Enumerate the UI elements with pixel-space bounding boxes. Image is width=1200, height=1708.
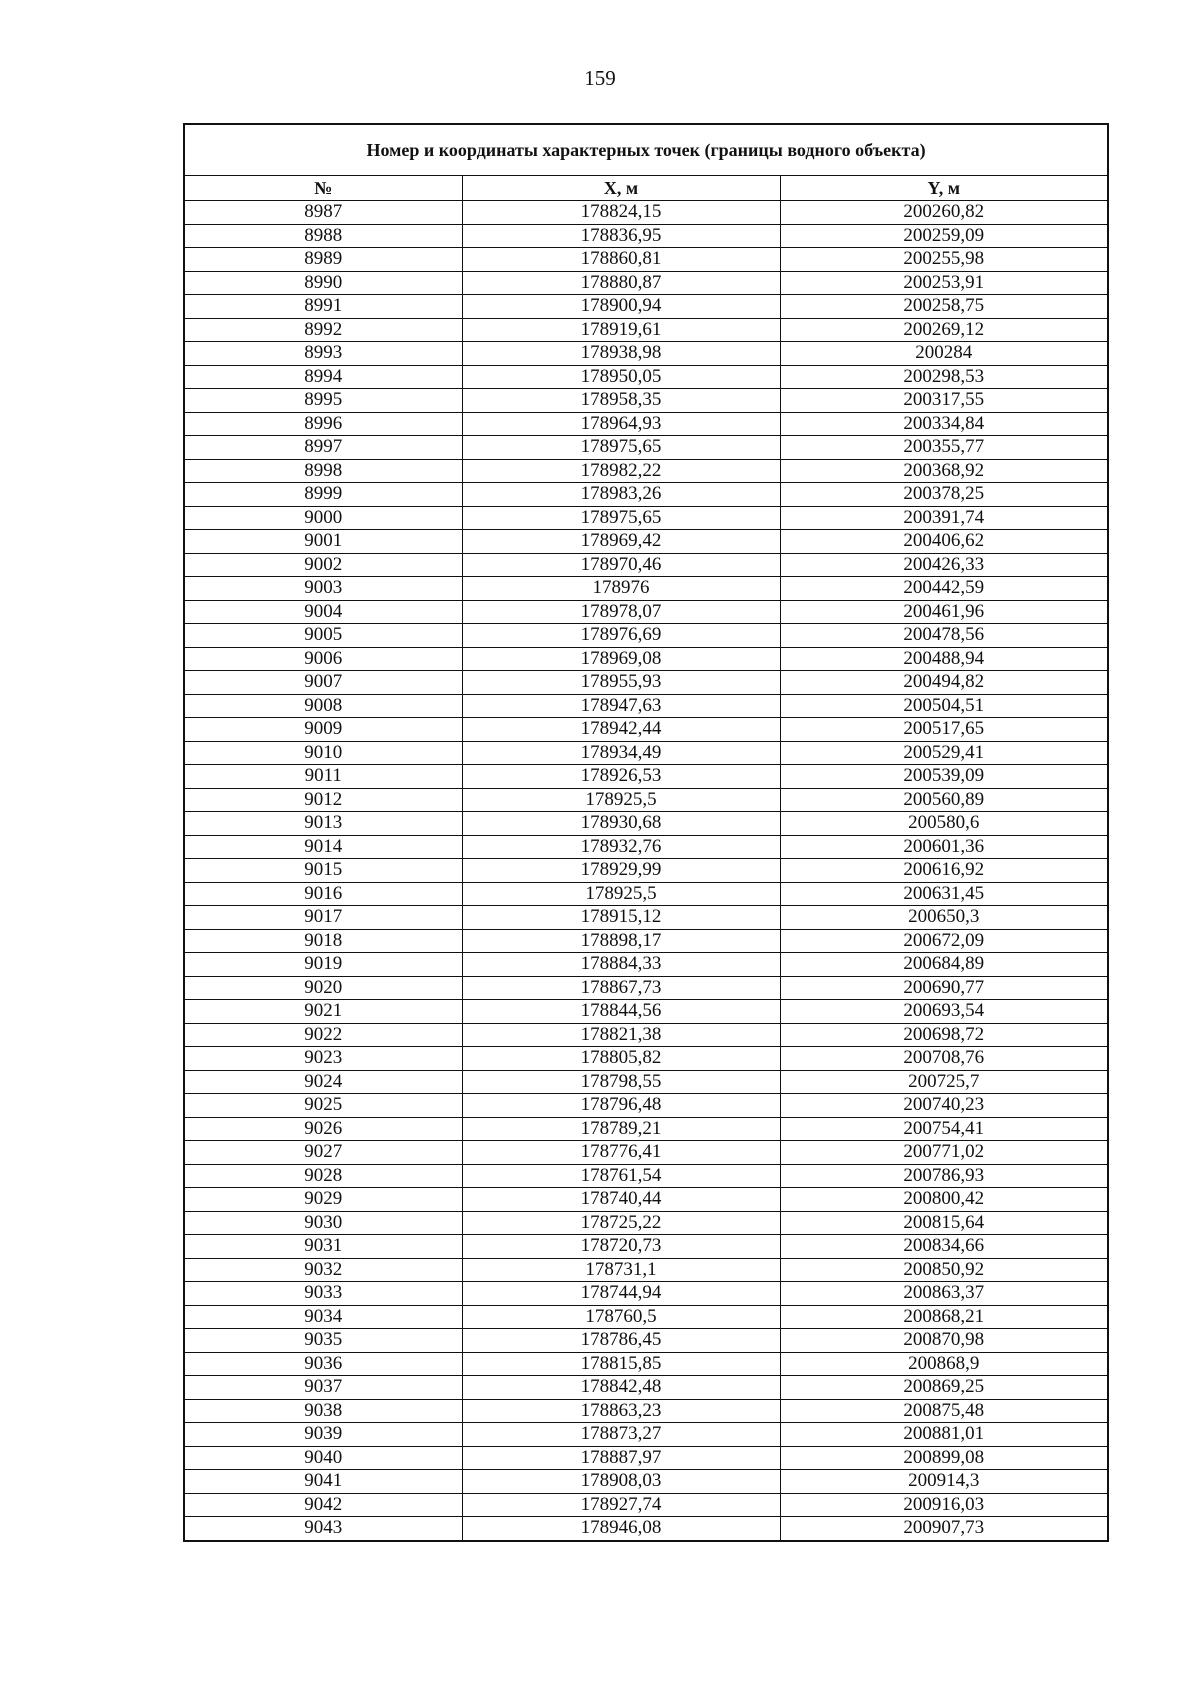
cell-y: 200834,66	[780, 1235, 1107, 1259]
cell-y: 200771,02	[780, 1141, 1107, 1165]
cell-x: 178969,08	[462, 647, 780, 671]
table-row	[185, 1352, 1107, 1376]
cell-x: 178844,56	[462, 1000, 780, 1024]
table-row	[185, 1000, 1107, 1024]
cell-number: 8991	[185, 295, 462, 319]
table-row	[185, 318, 1107, 342]
cell-y: 200539,09	[780, 765, 1107, 789]
cell-x: 178867,73	[462, 976, 780, 1000]
cell-y: 200255,98	[780, 248, 1107, 272]
cell-number: 8998	[185, 459, 462, 483]
cell-y: 200863,37	[780, 1282, 1107, 1306]
cell-x: 178919,61	[462, 318, 780, 342]
cell-y: 200868,21	[780, 1305, 1107, 1329]
cell-number: 8988	[185, 224, 462, 248]
table-row	[185, 1070, 1107, 1094]
cell-x: 178976	[462, 577, 780, 601]
cell-x: 178976,69	[462, 624, 780, 648]
coordinates-grid	[185, 176, 1107, 1540]
cell-y: 200850,92	[780, 1258, 1107, 1282]
cell-number: 8996	[185, 412, 462, 436]
cell-number: 8989	[185, 248, 462, 272]
cell-y: 200601,36	[780, 835, 1107, 859]
table-row	[185, 882, 1107, 906]
table-row	[185, 1376, 1107, 1400]
cell-x: 178805,82	[462, 1047, 780, 1071]
cell-number: 9032	[185, 1258, 462, 1282]
cell-x: 178898,17	[462, 929, 780, 953]
cell-number: 9021	[185, 1000, 462, 1024]
table-row	[185, 953, 1107, 977]
cell-y: 200868,9	[780, 1352, 1107, 1376]
cell-number: 9000	[185, 506, 462, 530]
cell-x: 178908,03	[462, 1470, 780, 1494]
table-row	[185, 295, 1107, 319]
cell-y: 200869,25	[780, 1376, 1107, 1400]
cell-x: 178873,27	[462, 1423, 780, 1447]
table-row	[185, 1282, 1107, 1306]
cell-x: 178887,97	[462, 1446, 780, 1470]
cell-x: 178947,63	[462, 694, 780, 718]
cell-number: 9033	[185, 1282, 462, 1306]
table-row	[185, 1023, 1107, 1047]
cell-number: 9002	[185, 553, 462, 577]
cell-number: 9005	[185, 624, 462, 648]
cell-number: 9014	[185, 835, 462, 859]
cell-y: 200355,77	[780, 436, 1107, 460]
cell-x: 178761,54	[462, 1164, 780, 1188]
cell-x: 178821,38	[462, 1023, 780, 1047]
cell-y: 200391,74	[780, 506, 1107, 530]
cell-y: 200650,3	[780, 906, 1107, 930]
table-row	[185, 671, 1107, 695]
table-row	[185, 624, 1107, 648]
cell-y: 200708,76	[780, 1047, 1107, 1071]
cell-number: 9004	[185, 600, 462, 624]
cell-x: 178969,42	[462, 530, 780, 554]
cell-y: 200631,45	[780, 882, 1107, 906]
cell-x: 178798,55	[462, 1070, 780, 1094]
table-row	[185, 788, 1107, 812]
cell-number: 9036	[185, 1352, 462, 1376]
cell-y: 200875,48	[780, 1399, 1107, 1423]
cell-y: 200725,7	[780, 1070, 1107, 1094]
cell-x: 178720,73	[462, 1235, 780, 1259]
cell-number: 9038	[185, 1399, 462, 1423]
cell-x: 178860,81	[462, 248, 780, 272]
cell-x: 178958,35	[462, 389, 780, 413]
cell-y: 200517,65	[780, 718, 1107, 742]
cell-y: 200317,55	[780, 389, 1107, 413]
cell-number: 9018	[185, 929, 462, 953]
cell-number: 9041	[185, 1470, 462, 1494]
cell-number: 8993	[185, 342, 462, 366]
cell-y: 200914,3	[780, 1470, 1107, 1494]
cell-x: 178900,94	[462, 295, 780, 319]
cell-x: 178786,45	[462, 1329, 780, 1353]
cell-number: 9030	[185, 1211, 462, 1235]
cell-x: 178929,99	[462, 859, 780, 883]
cell-x: 178863,23	[462, 1399, 780, 1423]
table-row	[185, 694, 1107, 718]
table-row	[185, 1493, 1107, 1517]
cell-number: 8995	[185, 389, 462, 413]
cell-number: 9031	[185, 1235, 462, 1259]
cell-y: 200461,96	[780, 600, 1107, 624]
table-row	[185, 1047, 1107, 1071]
cell-x: 178824,15	[462, 201, 780, 225]
cell-number: 9042	[185, 1493, 462, 1517]
cell-number: 9006	[185, 647, 462, 671]
coordinates-table	[183, 123, 1109, 1542]
table-row	[185, 201, 1107, 225]
cell-number: 9026	[185, 1117, 462, 1141]
cell-x: 178982,22	[462, 459, 780, 483]
table-row	[185, 859, 1107, 883]
cell-x: 178842,48	[462, 1376, 780, 1400]
cell-y: 200698,72	[780, 1023, 1107, 1047]
cell-number: 9013	[185, 812, 462, 836]
table-row	[185, 1305, 1107, 1329]
cell-y: 200298,53	[780, 365, 1107, 389]
cell-y: 200504,51	[780, 694, 1107, 718]
table-row	[185, 1188, 1107, 1212]
cell-y: 200426,33	[780, 553, 1107, 577]
cell-x: 178938,98	[462, 342, 780, 366]
cell-number: 9010	[185, 741, 462, 765]
table-row	[185, 976, 1107, 1000]
table-row	[185, 906, 1107, 930]
cell-y: 200258,75	[780, 295, 1107, 319]
cell-x: 178796,48	[462, 1094, 780, 1118]
cell-y: 200916,03	[780, 1493, 1107, 1517]
table-row	[185, 530, 1107, 554]
cell-y: 200754,41	[780, 1117, 1107, 1141]
cell-x: 178926,53	[462, 765, 780, 789]
cell-number: 9024	[185, 1070, 462, 1094]
table-row	[185, 647, 1107, 671]
cell-number: 9037	[185, 1376, 462, 1400]
cell-number: 9035	[185, 1329, 462, 1353]
page-number: 159	[584, 66, 616, 90]
cell-x: 178731,1	[462, 1258, 780, 1282]
table-row	[185, 1423, 1107, 1447]
cell-number: 9008	[185, 694, 462, 718]
cell-number: 9034	[185, 1305, 462, 1329]
cell-x: 178725,22	[462, 1211, 780, 1235]
cell-y: 200907,73	[780, 1517, 1107, 1540]
table-caption: Номер и координаты характерных точек (границы водного объекта)	[185, 125, 1107, 176]
cell-number: 9027	[185, 1141, 462, 1165]
cell-x: 178946,08	[462, 1517, 780, 1540]
cell-number: 8990	[185, 271, 462, 295]
cell-number: 8997	[185, 436, 462, 460]
cell-y: 200260,82	[780, 201, 1107, 225]
table-row	[185, 389, 1107, 413]
cell-x: 178983,26	[462, 483, 780, 507]
cell-x: 178884,33	[462, 953, 780, 977]
table-row	[185, 271, 1107, 295]
cell-y: 200815,64	[780, 1211, 1107, 1235]
cell-number: 9039	[185, 1423, 462, 1447]
cell-y: 200881,01	[780, 1423, 1107, 1447]
cell-y: 200800,42	[780, 1188, 1107, 1212]
cell-y: 200899,08	[780, 1446, 1107, 1470]
cell-y: 200672,09	[780, 929, 1107, 953]
cell-number: 9015	[185, 859, 462, 883]
cell-number: 9011	[185, 765, 462, 789]
table-row	[185, 1094, 1107, 1118]
cell-number: 9023	[185, 1047, 462, 1071]
table-row	[185, 248, 1107, 272]
cell-y: 200368,92	[780, 459, 1107, 483]
cell-number: 9025	[185, 1094, 462, 1118]
cell-y: 200334,84	[780, 412, 1107, 436]
table-row	[185, 1399, 1107, 1423]
table-row	[185, 506, 1107, 530]
table-row	[185, 835, 1107, 859]
cell-number: 8987	[185, 201, 462, 225]
cell-x: 178744,94	[462, 1282, 780, 1306]
table-row	[185, 1329, 1107, 1353]
cell-number: 8992	[185, 318, 462, 342]
column-header-x: X, м	[462, 176, 780, 201]
cell-y: 200684,89	[780, 953, 1107, 977]
cell-number: 9040	[185, 1446, 462, 1470]
cell-number: 9017	[185, 906, 462, 930]
cell-x: 178930,68	[462, 812, 780, 836]
table-row	[185, 483, 1107, 507]
cell-number: 9007	[185, 671, 462, 695]
cell-y: 200580,6	[780, 812, 1107, 836]
table-row	[185, 1235, 1107, 1259]
cell-y: 200259,09	[780, 224, 1107, 248]
table-row	[185, 224, 1107, 248]
cell-y: 200740,23	[780, 1094, 1107, 1118]
table-row	[185, 553, 1107, 577]
cell-x: 178975,65	[462, 506, 780, 530]
table-row	[185, 765, 1107, 789]
cell-x: 178836,95	[462, 224, 780, 248]
cell-x: 178932,76	[462, 835, 780, 859]
cell-x: 178776,41	[462, 1141, 780, 1165]
cell-number: 9009	[185, 718, 462, 742]
cell-number: 9029	[185, 1188, 462, 1212]
table-row	[185, 741, 1107, 765]
cell-y: 200693,54	[780, 1000, 1107, 1024]
cell-number: 9019	[185, 953, 462, 977]
table-row	[185, 1211, 1107, 1235]
table-row	[185, 600, 1107, 624]
table-row	[185, 1117, 1107, 1141]
cell-x: 178740,44	[462, 1188, 780, 1212]
table-row	[185, 1446, 1107, 1470]
table-row	[185, 1517, 1107, 1540]
cell-y: 200488,94	[780, 647, 1107, 671]
cell-y: 200786,93	[780, 1164, 1107, 1188]
table-row	[185, 412, 1107, 436]
cell-y: 200690,77	[780, 976, 1107, 1000]
column-header-number: №	[185, 176, 462, 201]
cell-x: 178880,87	[462, 271, 780, 295]
cell-number: 9012	[185, 788, 462, 812]
table-row	[185, 812, 1107, 836]
cell-x: 178970,46	[462, 553, 780, 577]
cell-y: 200406,62	[780, 530, 1107, 554]
table-row	[185, 436, 1107, 460]
cell-x: 178925,5	[462, 882, 780, 906]
cell-y: 200494,82	[780, 671, 1107, 695]
cell-y: 200478,56	[780, 624, 1107, 648]
cell-x: 178978,07	[462, 600, 780, 624]
cell-y: 200616,92	[780, 859, 1107, 883]
column-header-y: Y, м	[780, 176, 1107, 201]
cell-number: 9016	[185, 882, 462, 906]
cell-x: 178925,5	[462, 788, 780, 812]
table-row	[185, 1141, 1107, 1165]
table-row	[185, 929, 1107, 953]
cell-y: 200269,12	[780, 318, 1107, 342]
table-row	[185, 1258, 1107, 1282]
cell-y: 200442,59	[780, 577, 1107, 601]
cell-x: 178789,21	[462, 1117, 780, 1141]
cell-x: 178950,05	[462, 365, 780, 389]
cell-y: 200284	[780, 342, 1107, 366]
cell-y: 200529,41	[780, 741, 1107, 765]
table-row	[185, 365, 1107, 389]
table-row	[185, 1470, 1107, 1494]
table-row	[185, 718, 1107, 742]
cell-x: 178975,65	[462, 436, 780, 460]
cell-number: 8994	[185, 365, 462, 389]
cell-x: 178815,85	[462, 1352, 780, 1376]
cell-y: 200378,25	[780, 483, 1107, 507]
cell-x: 178915,12	[462, 906, 780, 930]
table-row	[185, 577, 1107, 601]
cell-x: 178964,93	[462, 412, 780, 436]
cell-y: 200870,98	[780, 1329, 1107, 1353]
cell-x: 178927,74	[462, 1493, 780, 1517]
cell-y: 200560,89	[780, 788, 1107, 812]
cell-x: 178942,44	[462, 718, 780, 742]
cell-number: 8999	[185, 483, 462, 507]
table-row	[185, 459, 1107, 483]
header-row	[185, 176, 1107, 201]
cell-y: 200253,91	[780, 271, 1107, 295]
cell-number: 9022	[185, 1023, 462, 1047]
cell-x: 178934,49	[462, 741, 780, 765]
cell-number: 9028	[185, 1164, 462, 1188]
cell-number: 9003	[185, 577, 462, 601]
cell-x: 178760,5	[462, 1305, 780, 1329]
cell-number: 9001	[185, 530, 462, 554]
cell-number: 9043	[185, 1517, 462, 1540]
cell-x: 178955,93	[462, 671, 780, 695]
table-row	[185, 1164, 1107, 1188]
cell-number: 9020	[185, 976, 462, 1000]
table-row	[185, 342, 1107, 366]
